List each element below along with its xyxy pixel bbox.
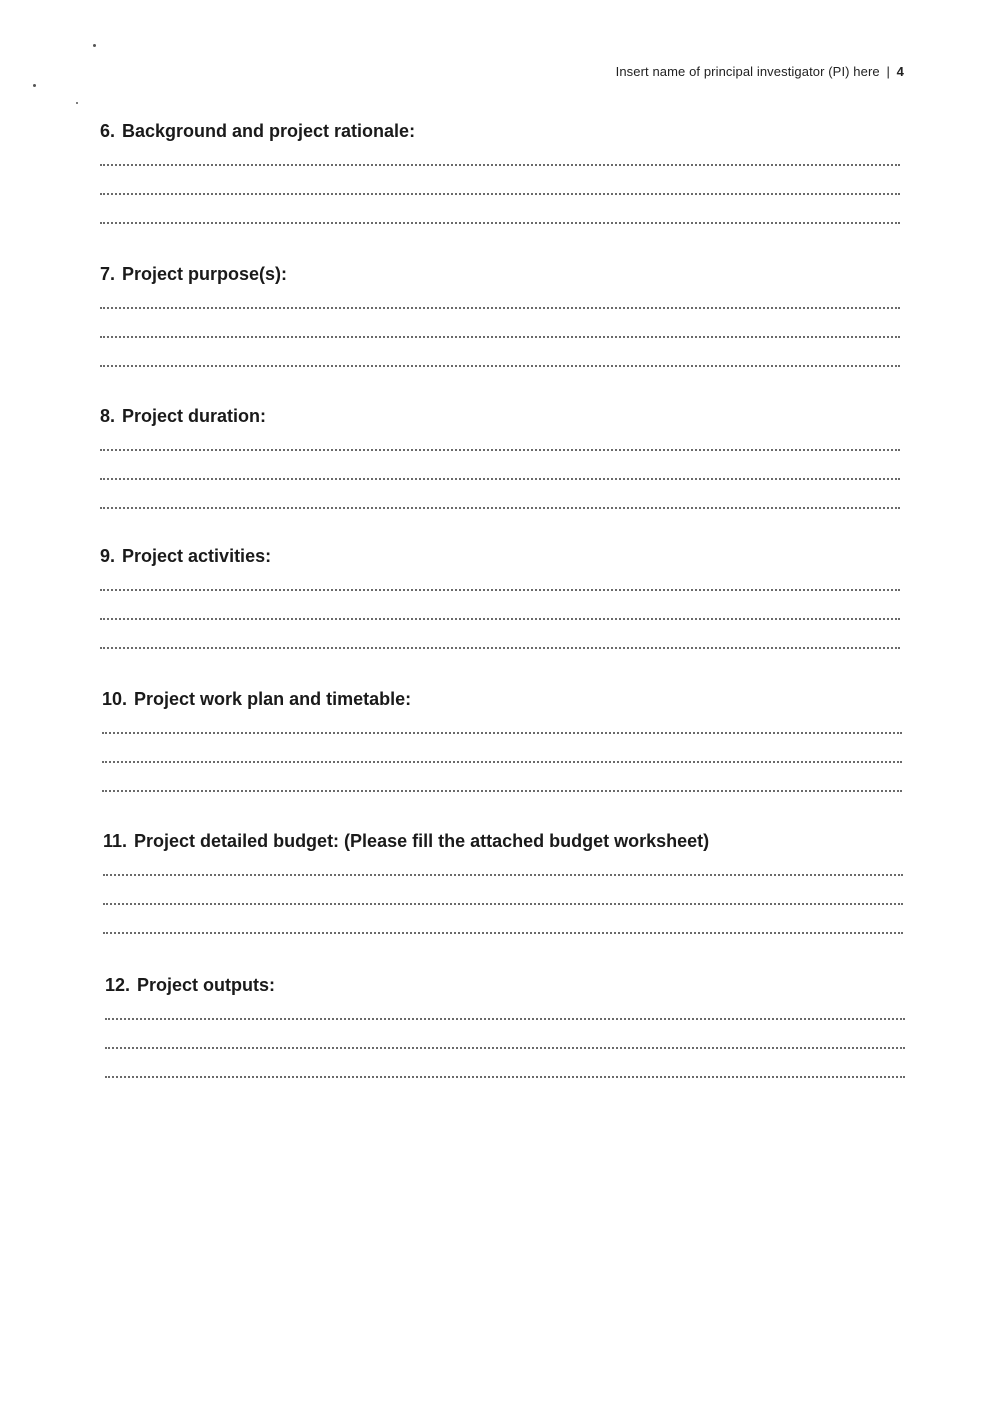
answer-line[interactable] [100, 144, 900, 166]
answer-line[interactable] [103, 876, 903, 905]
answer-line[interactable] [105, 998, 905, 1020]
answer-line[interactable] [100, 620, 900, 649]
page-header [616, 64, 904, 79]
answer-line[interactable] [102, 712, 902, 734]
answer-line[interactable] [100, 338, 900, 367]
section-heading [100, 118, 900, 144]
section-number: 12. [105, 975, 131, 995]
section-heading [100, 261, 900, 287]
section-budget [103, 828, 903, 934]
section-number: 8. [100, 406, 116, 426]
section-work-plan [102, 686, 902, 792]
section-background [100, 118, 900, 224]
section-heading [105, 972, 905, 998]
section-number: 10. [102, 689, 128, 709]
scan-speck [33, 84, 36, 87]
section-outputs [105, 972, 905, 1078]
section-title: Project outputs: [137, 975, 276, 995]
scan-speck [93, 44, 96, 47]
section-activities [100, 543, 900, 649]
answer-line[interactable] [105, 1049, 905, 1078]
answer-line[interactable] [100, 287, 900, 309]
header-separator: | [886, 64, 890, 79]
answer-line[interactable] [100, 480, 900, 509]
answer-line[interactable] [103, 854, 903, 876]
section-number: 9. [100, 546, 116, 566]
answer-line[interactable] [100, 166, 900, 195]
answer-line[interactable] [100, 429, 900, 451]
section-duration [100, 403, 900, 509]
section-title: Project purpose(s): [122, 264, 288, 284]
section-number: 6. [100, 121, 116, 141]
section-number: 11. [103, 831, 128, 851]
section-title: Project detailed budget: (Please fill the attached budget worksheet) [134, 831, 710, 851]
section-heading [100, 403, 900, 429]
section-title: Background and project rationale: [122, 121, 416, 141]
page-number: 4 [896, 64, 904, 79]
answer-line[interactable] [100, 569, 900, 591]
scan-speck [76, 102, 78, 104]
answer-line[interactable] [105, 1020, 905, 1049]
header-text: Insert name of principal investigator (PI) here [615, 64, 880, 79]
section-title: Project work plan and timetable: [134, 689, 412, 709]
answer-line[interactable] [100, 195, 900, 224]
section-title: Project duration: [122, 406, 267, 426]
section-heading [102, 686, 902, 712]
answer-line[interactable] [100, 591, 900, 620]
answer-line[interactable] [102, 763, 902, 792]
section-heading [103, 828, 903, 854]
section-number: 7. [100, 264, 116, 284]
section-purpose [100, 261, 900, 367]
answer-line[interactable] [102, 734, 902, 763]
answer-line[interactable] [103, 905, 903, 934]
answer-line[interactable] [100, 451, 900, 480]
section-heading [100, 543, 900, 569]
answer-line[interactable] [100, 309, 900, 338]
section-title: Project activities: [122, 546, 272, 566]
